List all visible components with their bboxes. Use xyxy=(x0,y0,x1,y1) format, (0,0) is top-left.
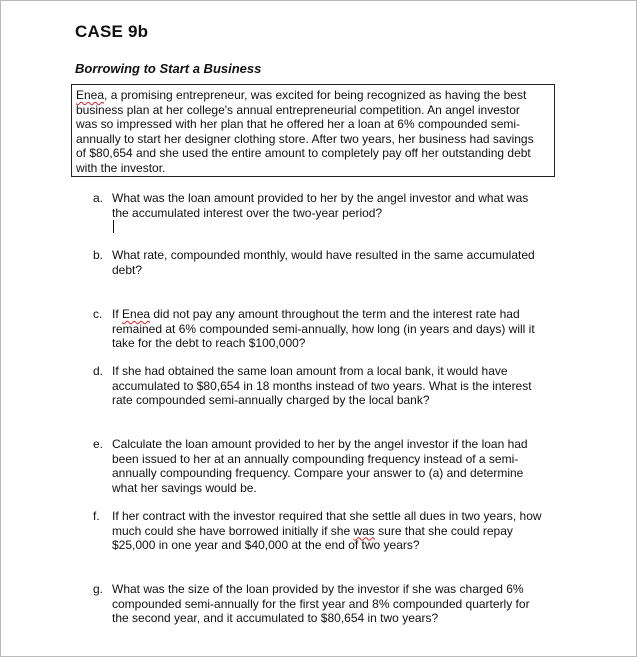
question-line: Calculate the loan amount provided to her by the angel investor if the loan had xyxy=(112,437,528,451)
question-line: $25,000 in one year and $40,000 at the end of two years? xyxy=(112,538,420,553)
misspelled-name[interactable]: Enea xyxy=(122,307,151,321)
intro-line: with the investor. xyxy=(76,160,166,175)
question-text xyxy=(112,364,573,408)
text-cursor xyxy=(113,220,114,233)
intro-line xyxy=(76,88,550,103)
question-line xyxy=(112,307,573,322)
intro-line: was so impressed with her plan that he offered her a loan at 6% compounded semi- xyxy=(76,117,521,132)
question-c[interactable] xyxy=(93,307,573,351)
question-line: take for the debt to reach $100,000? xyxy=(112,336,306,351)
question-letter: e. xyxy=(93,437,104,451)
question-text xyxy=(112,191,573,220)
question-line: what her savings would be. xyxy=(112,480,257,495)
question-d[interactable] xyxy=(93,364,573,408)
intro-paragraph-box[interactable] xyxy=(71,84,555,177)
intro-line: of $80,654 and she used the entire amount to completely pay off her outstanding debt xyxy=(76,146,531,161)
intro-line: annually to start her designer clothing store. After two years, her business had savings xyxy=(76,131,534,146)
question-line: What rate, compounded monthly, would have resulted in the same accumulated xyxy=(112,248,535,262)
question-line xyxy=(112,524,573,539)
question-letter: f. xyxy=(93,509,100,523)
question-line: the second year, and it accumulated to $80,654 in two years? xyxy=(112,611,439,626)
question-letter: b. xyxy=(93,248,104,262)
question-line: What was the loan amount provided to her by the angel investor and what was xyxy=(112,191,529,205)
question-g[interactable] xyxy=(93,582,573,626)
question-a[interactable] xyxy=(93,191,573,220)
question-text-part: much could she have borrowed initially if she xyxy=(112,523,354,538)
question-line: rate compounded semi-annually charged by the local bank? xyxy=(112,393,430,408)
question-text xyxy=(112,582,573,626)
question-text-part: If xyxy=(112,307,123,321)
question-b[interactable] xyxy=(93,248,573,277)
question-f[interactable] xyxy=(93,509,573,553)
question-line: the accumulated interest over the two-year period? xyxy=(112,205,383,220)
question-text xyxy=(112,248,573,277)
case-subtitle: Borrowing to Start a Business xyxy=(75,61,262,76)
question-letter: c. xyxy=(93,307,103,321)
question-letter: g. xyxy=(93,582,104,596)
question-line: If her contract with the investor required that she settle all dues in two years, how xyxy=(112,509,542,523)
question-text xyxy=(112,307,573,351)
question-line: compounded semi-annually for the first year and 8% compounded quarterly for xyxy=(112,596,530,611)
question-e[interactable] xyxy=(93,437,573,495)
grammar-flagged-word[interactable]: was xyxy=(353,523,375,538)
question-text xyxy=(112,437,573,495)
question-line: debt? xyxy=(112,262,143,277)
intro-text: , a promising entrepreneur, was excited for being recognized as having the best xyxy=(104,88,527,102)
question-text-part: did not pay any amount throughout the term and the interest rate had xyxy=(150,307,520,321)
question-text xyxy=(112,509,573,553)
question-letter: d. xyxy=(93,364,104,378)
question-line: annually compounding frequency. Compare your answer to (a) and determine xyxy=(112,466,524,481)
question-line: If she had obtained the same loan amount from a local bank, it would have xyxy=(112,364,508,378)
question-line: What was the size of the loan provided by the investor if she was charged 6% xyxy=(112,582,524,596)
question-letter: a. xyxy=(93,191,104,205)
question-line: remained at 6% compounded semi-annually, how long (in years and days) will it xyxy=(112,321,535,336)
question-line: been issued to her at an annually compounding frequency instead of a semi- xyxy=(112,451,519,466)
question-line: accumulated to $80,654 in 18 months instead of two years. What is the interest xyxy=(112,378,532,393)
misspelled-name[interactable]: Enea xyxy=(76,88,105,102)
intro-line: business plan at her college's annual entrepreneurial competition. An angel investor xyxy=(76,102,520,117)
case-title: CASE 9b xyxy=(75,22,149,41)
question-text-part: sure that she could repay xyxy=(374,523,513,538)
